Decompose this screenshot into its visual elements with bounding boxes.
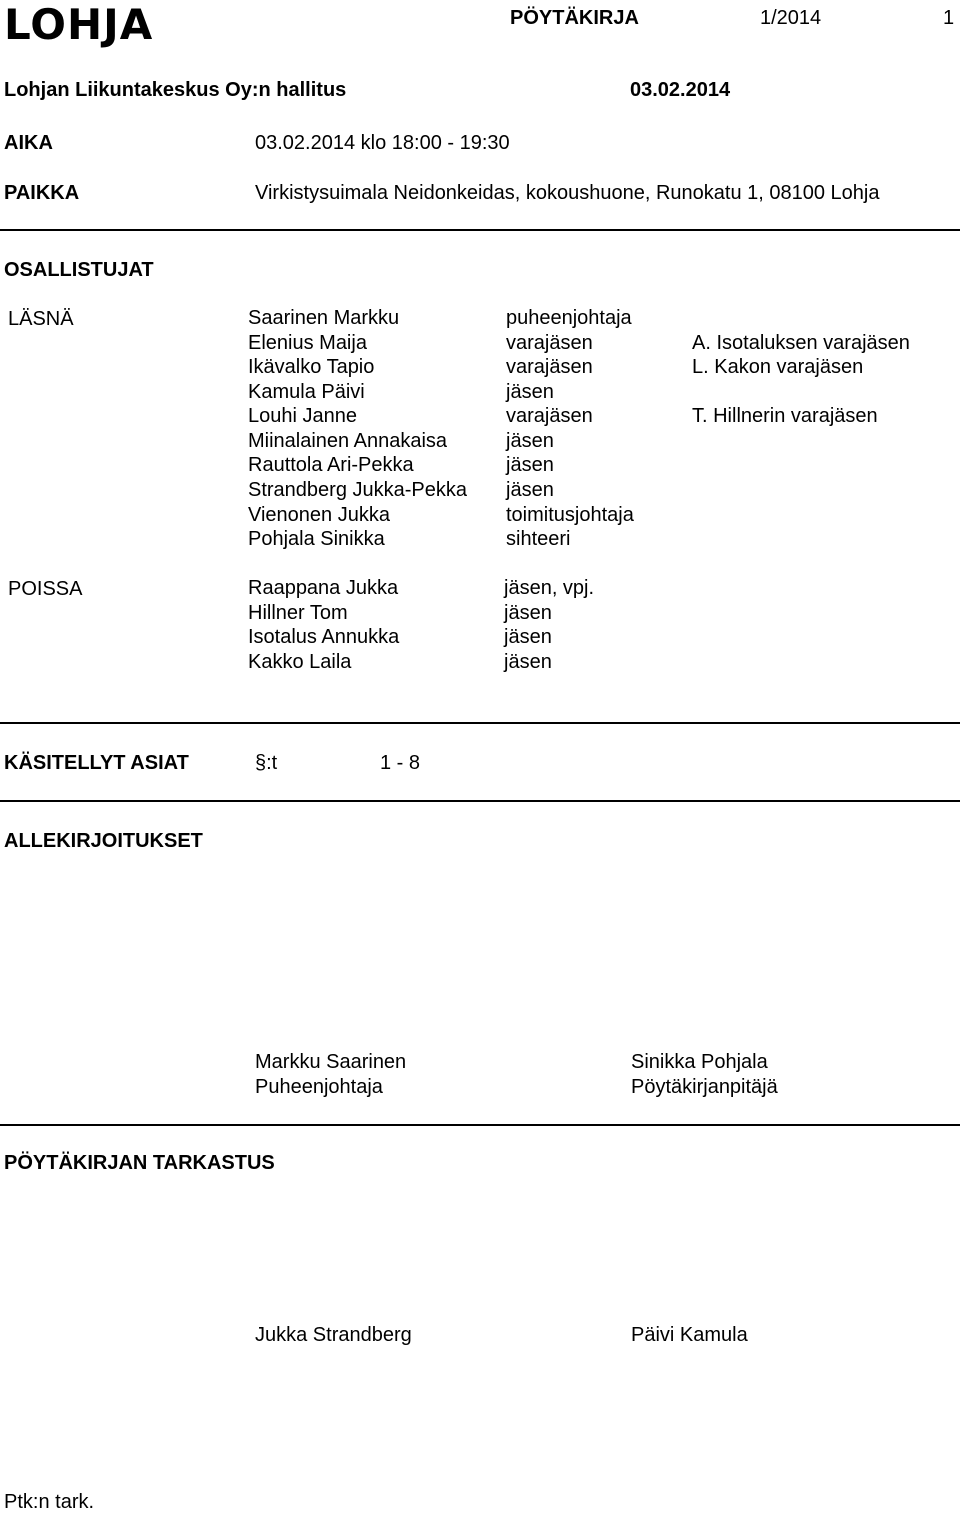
list-item [248, 380, 365, 405]
document-number: 1/2014 [760, 7, 822, 29]
list-item [248, 576, 398, 601]
member-role: varajäsen [506, 332, 593, 354]
list-item [248, 306, 399, 331]
document-type: PÖYTÄKIRJA [510, 7, 639, 29]
member-name: Hillner Tom [248, 602, 348, 624]
absent-label: POISSA [8, 578, 83, 600]
member-note: A. Isotaluksen varajäsen [692, 332, 910, 354]
member-name: Louhi Janne [248, 405, 357, 427]
divider-line [0, 229, 960, 231]
chair-title: Puheenjohtaja [255, 1076, 383, 1098]
meeting-date: 03.02.2014 [630, 79, 731, 101]
divider-line [0, 1124, 960, 1126]
member-name: Raappana Jukka [248, 577, 399, 599]
member-role: jäsen [506, 479, 554, 501]
member-role: jäsen, vpj. [504, 577, 595, 599]
list-item [248, 625, 399, 650]
footer-note: Ptk:n tark. [4, 1491, 95, 1513]
member-note: T. Hillnerin varajäsen [692, 405, 878, 427]
list-item [248, 355, 374, 380]
member-name: Saarinen Markku [248, 307, 400, 329]
member-role: sihteeri [506, 528, 571, 550]
member-name: Vienonen Jukka [248, 504, 390, 526]
member-role: toimitusjohtaja [506, 504, 634, 526]
present-label: LÄSNÄ [8, 308, 74, 330]
member-role: jäsen [506, 430, 554, 452]
participants-heading: OSALLISTUJAT [4, 259, 154, 281]
member-role: jäsen [506, 381, 554, 403]
member-role: puheenjohtaja [506, 307, 632, 329]
member-name: Kamula Päivi [248, 381, 365, 403]
chair-name: Markku Saarinen [255, 1051, 407, 1073]
member-note: L. Kakon varajäsen [692, 356, 864, 378]
list-item [248, 404, 357, 429]
city-logo: LOHJA [4, 0, 154, 49]
section-sign: §:t [255, 752, 278, 774]
member-name: Ikävalko Tapio [248, 356, 375, 378]
place-label: PAIKKA [4, 182, 80, 204]
list-item [248, 478, 467, 503]
member-role: varajäsen [506, 405, 593, 427]
place-value: Virkistysuimala Neidonkeidas, kokoushuone, Runokatu 1, 08100 Lohja [255, 182, 880, 204]
member-name: Miinalainen Annakaisa [248, 430, 448, 452]
list-item [248, 429, 447, 454]
organization-name: Lohjan Liikuntakeskus Oy:n hallitus [4, 79, 347, 101]
secretary-name: Sinikka Pohjala [631, 1051, 768, 1073]
member-role: jäsen [504, 602, 552, 624]
member-role: jäsen [506, 454, 554, 476]
list-item [248, 650, 351, 675]
reviewer-name: Päivi Kamula [631, 1324, 748, 1346]
member-name: Elenius Maija [248, 332, 367, 354]
list-item [248, 331, 367, 356]
list-item [248, 601, 348, 626]
page-number: 1 [943, 7, 955, 29]
review-heading: PÖYTÄKIRJAN TARKASTUS [4, 1152, 275, 1174]
matters-label: KÄSITELLYT ASIAT [4, 752, 189, 774]
time-value: 03.02.2014 klo 18:00 - 19:30 [255, 132, 510, 154]
secretary-title: Pöytäkirjanpitäjä [631, 1076, 778, 1098]
member-role: jäsen [504, 651, 552, 673]
member-name: Rauttola Ari-Pekka [248, 454, 414, 476]
member-name: Pohjala Sinikka [248, 528, 385, 550]
list-item [248, 527, 385, 552]
time-label: AIKA [4, 132, 53, 154]
divider-line [0, 722, 960, 724]
list-item [248, 503, 390, 528]
member-name: Kakko Laila [248, 651, 352, 673]
divider-line [0, 800, 960, 802]
member-name: Isotalus Annukka [248, 626, 400, 648]
matters-range: 1 - 8 [380, 752, 421, 774]
signatures-heading: ALLEKIRJOITUKSET [4, 830, 203, 852]
reviewer-name: Jukka Strandberg [255, 1324, 412, 1346]
member-role: jäsen [504, 626, 552, 648]
member-name: Strandberg Jukka-Pekka [248, 479, 468, 501]
member-role: varajäsen [506, 356, 593, 378]
list-item [248, 453, 414, 478]
